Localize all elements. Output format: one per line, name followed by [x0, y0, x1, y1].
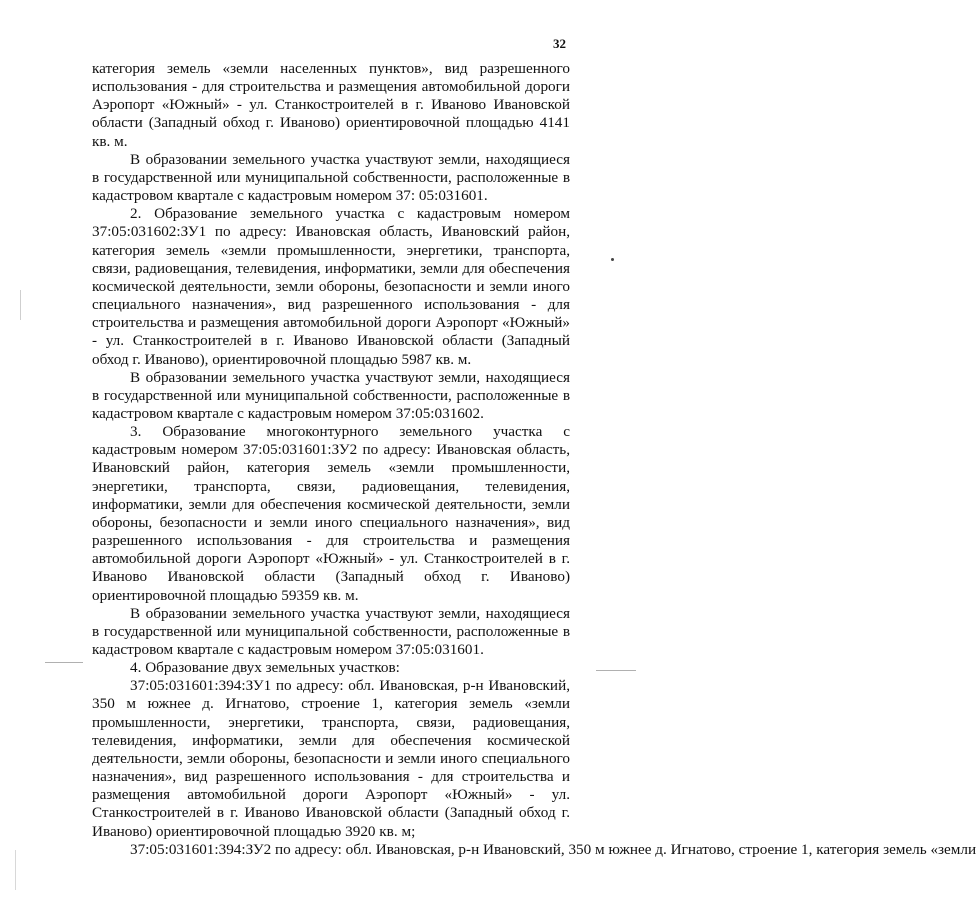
paragraph-item-3: 3. Образование многоконтурного земельного участка с кадастровым номером 37:05:031601:ЗУ2 по адресу: Ивановская область, Ивановский район, категория земель «земли промышленности, энергетики, транспорта, связи, радиовещания, телевидения, информатики, земли для обеспечения космической деятельности, земли обороны, безопасности и земли иного специального назначения», вид разрешенного использования - для строительства и размещения автомобильной дороги Аэропорт «Южный» - ул. Станкостроителей в г. Иваново Ивановской области (Западный обход г. Иваново) ориентировочной площадью 59359 кв. м.	[92, 423, 570, 604]
scan-mark-bottom-left	[15, 850, 16, 890]
paragraph-land-ownership-3: В образовании земельного участка участвуют земли, находящиеся в государственной или муниципальной собственности, расположенные в кадастровом квартале с кадастровым номером 37:05:031601.	[92, 604, 570, 658]
document-body	[92, 60, 976, 859]
paragraph-item-4-heading: 4. Образование двух земельных участков:	[130, 659, 400, 677]
paragraph-land-ownership-2: В образовании земельного участка участвуют земли, находящиеся в государственной или муниципальной собственности, расположенные в кадастровом квартале с кадастровым номером 37:05:031602.	[92, 368, 570, 422]
scan-mark-left-vertical	[20, 290, 21, 320]
paragraph-plot-zu1: 37:05:031601:394:ЗУ1 по адресу: обл. Ивановская, р-н Ивановский, 350 м южнее д. Игнатово, строение 1, категория земель «земли промышленности, энергетики, транспорта, связи, радиовещания, телевидения, информатики, земли для обеспечения космической деятельности, земли обороны, безопасности и земли иного специального назначения», вид разрешенного использования - для строительства и размещения автомобильной дороги Аэропорт «Южный» - ул. Станкостроителей в г. Иваново Ивановской области (Западный обход г. Иваново) ориентировочной площадью 3920 кв. м;	[92, 677, 570, 840]
scan-dot	[611, 258, 614, 261]
paragraph-plot-zu2: 37:05:031601:394:ЗУ2 по адресу: обл. Ивановская, р-н Ивановский, 350 м южнее д. Игнатово, строение 1, категория земель «земли	[130, 840, 976, 858]
page-number: 32	[553, 36, 566, 51]
scan-mark-left	[45, 662, 83, 663]
paragraph-continuation: категория земель «земли населенных пунктов», вид разрешенного использования - для строительства и размещения автомобильной дороги Аэропорт «Южный» - ул. Станкостроителей в г. Иваново Ивановской области (Западный обход г. Иваново) ориентировочной площадью 4141 кв. м.	[92, 60, 570, 150]
scan-mark-right	[596, 670, 636, 671]
paragraph-item-2: 2. Образование земельного участка с кадастровым номером 37:05:031602:ЗУ1 по адресу: Ивановская область, Ивановский район, категория земель «земли промышленности, энергетики, транспорта, связи, радиовещания, телевидения, информатики, земли для обеспечения космической деятельности, земли обороны, безопасности и земли иного специального назначения», вид разрешенного использования - для строительства и размещения автомобильной дороги Аэропорт «Южный» - ул. Станкостроителей в г. Иваново Ивановской области (Западный обход г. Иваново), ориентировочной площадью 5987 кв. м.	[92, 205, 570, 368]
paragraph-land-ownership-1: В образовании земельного участка участвуют земли, находящиеся в государственной или муниципальной собственности, расположенные в кадастровом квартале с кадастровым номером 37: 05:031601.	[92, 150, 570, 205]
